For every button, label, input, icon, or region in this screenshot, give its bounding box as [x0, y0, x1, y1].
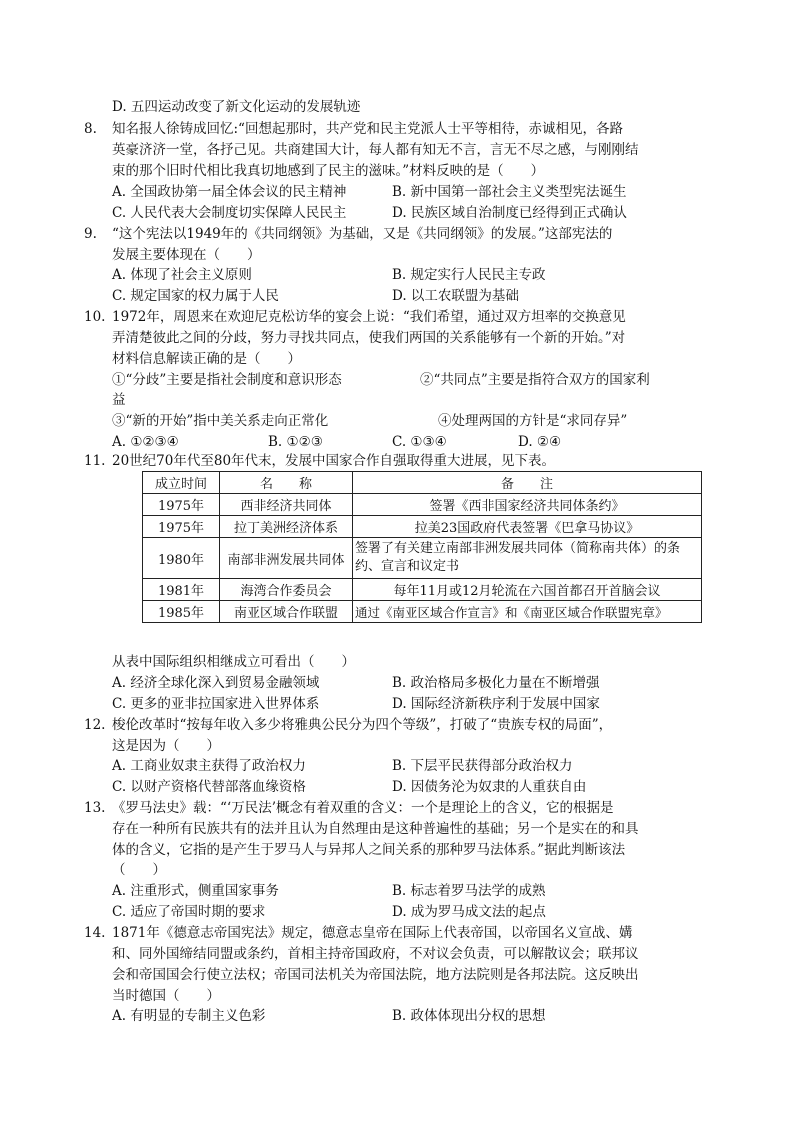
q13-line: 《罗马法史》载：“‘万民法’概念有着双重的含义：一个是理论上的含义，它的根据是	[112, 800, 614, 816]
table-row	[143, 601, 702, 623]
table-cell: 每年11月或12月轮流在六国首都召开首脑会议	[353, 579, 702, 601]
q13-line: （ ）	[112, 862, 166, 878]
q12-number: 12.	[84, 717, 106, 733]
q11-option-a: A. 经济全球化深入到贸易金融领域	[112, 675, 320, 691]
table-cell: 1980年	[143, 538, 220, 579]
q11-option-c: C. 更多的亚非拉国家进入世界体系	[112, 696, 320, 712]
table-cell: 拉丁美洲经济体系	[220, 516, 353, 538]
q9-option-d: D. 以工农联盟为基础	[392, 288, 519, 304]
q14-option-a: A. 有明显的专制主义色彩	[112, 1008, 266, 1024]
q8-line: 英豪济济一堂，各抒己见。共商建国大计，每人都有知无不言，言无不尽之感，与刚刚结	[112, 142, 639, 158]
q12-option-c: C. 以财产资格代替部落血缘资格	[112, 779, 306, 795]
q10-option-d: D. ②④	[518, 434, 562, 450]
table-cell: 1975年	[143, 516, 220, 538]
table-cell: 通过《南亚区域合作宣言》和《南亚区域合作联盟宪章》	[353, 601, 702, 623]
q11-question: 从表中国际组织相继成立可看出（ ）	[112, 654, 355, 670]
table-cell: 1985年	[143, 601, 220, 623]
q12-line: 梭伦改革时“按每年收入多少将雅典公民分为四个等级”，打破了“贵族专权的局面”，	[112, 717, 613, 733]
table-cell-wrap	[353, 538, 702, 579]
q8-option-c: C. 人民代表大会制度切实保障人民民主	[112, 205, 347, 221]
q14-number: 14.	[84, 925, 106, 941]
table-cell: 南亚区域合作联盟	[220, 601, 353, 623]
q12-option-a: A. 工商业奴隶主获得了政治权力	[112, 758, 306, 774]
q9-option-c: C. 规定国家的权力属于人民	[112, 288, 279, 304]
q8-line: 束的那个旧时代相比我真切地感到了民主的滋味。”材料反映的是（ ）	[112, 163, 545, 179]
table-cell: 签署《西非国家经济共同体条约》	[353, 494, 702, 516]
q8-option-a: A. 全国政协第一届全体会议的民主精神	[112, 184, 347, 200]
q7-option-d: D. 五四运动改变了新文化运动的发展轨迹	[112, 99, 361, 115]
q8-option-d: D. 民族区域自治制度已经得到正式确认	[392, 205, 627, 221]
q12-line: 这是因为（ ）	[112, 738, 220, 754]
table-row	[143, 538, 702, 579]
q11-option-b: B. 政治格局多极化力量在不断增强	[392, 675, 600, 691]
q9-line: “这个宪法以1949年的《共同纲领》为基础，又是《共同纲领》的发展。”这部宪法的	[112, 226, 613, 242]
table-cell: 西非经济共同体	[220, 494, 353, 516]
q13-number: 13.	[84, 800, 106, 816]
table-cell: 1975年	[143, 494, 220, 516]
q14-line: 和、同外国缔结同盟或条约，首相主持帝国政府，不对议会负责，可以解散议会；联邦议	[112, 946, 639, 962]
q13-line: 体的含义，它指的是产生于罗马人与异邦人之间关系的那种罗马法体系。”据此判断该法	[112, 842, 626, 858]
q11-number: 11.	[84, 453, 106, 469]
q14-line: 会和帝国国会行使立法权；帝国司法机关为帝国法院，地方法院则是各邦法院。这反映出	[112, 967, 639, 983]
column-header: 名 称	[220, 472, 353, 494]
q10-option-a: A. ①②③④	[112, 434, 179, 450]
q14-option-b: B. 政体体现出分权的思想	[392, 1008, 546, 1024]
q10-statement-4: ④处理两国的方针是“求同存异”	[438, 413, 628, 429]
table-cell: 1981年	[143, 579, 220, 601]
organization-table	[142, 471, 702, 623]
q10-statement-2-cont: 益	[112, 392, 126, 408]
q11-intro: 20世纪70年代至80年代末，发展中国家合作自强取得重大进展，见下表。	[112, 453, 556, 469]
q14-line: 当时德国（ ）	[112, 988, 220, 1004]
q10-number: 10.	[84, 309, 106, 325]
q8-option-b: B. 新中国第一部社会主义类型宪法诞生	[392, 184, 627, 200]
q8-line: 知名报人徐铸成回忆:“回想起那时，共产党和民主党派人士平等相待，赤诚相见，各路	[112, 121, 623, 137]
q9-option-b: B. 规定实行人民民主专政	[392, 267, 546, 283]
table-cell: 签署了有关建立南部非洲发展共同体（简称南共体）的条约、宣言和议定书	[355, 541, 681, 574]
table-row	[143, 516, 702, 538]
q10-option-c: C. ①③④	[392, 434, 447, 450]
q10-statement-2: ②“共同点”主要是指符合双方的国家利	[420, 372, 650, 388]
q13-option-b: B. 标志着罗马法学的成熟	[392, 883, 546, 899]
q13-option-c: C. 适应了帝国时期的要求	[112, 904, 266, 920]
q13-line: 存在一种所有民族共有的法并且认为自然理由是这种普遍性的基础；另一个是实在的和具	[112, 821, 639, 837]
q14-line: 1871年《德意志帝国宪法》规定，德意志皇帝在国际上代表帝国，以帝国名义宣战、媾	[112, 925, 633, 941]
q9-number: 9.	[84, 226, 97, 242]
table-row	[143, 494, 702, 516]
q9-line: 发展主要体现在（ ）	[112, 247, 261, 263]
q10-line: 弄清楚彼此之间的分歧，努力寻找共同点，使我们两国的关系能够有一个新的开始。”对	[112, 330, 626, 346]
table-cell: 拉美23国政府代表签署《巴拿马协议》	[353, 516, 702, 538]
q13-option-a: A. 注重形式，侧重国家事务	[112, 883, 279, 899]
column-header: 备 注	[353, 472, 702, 494]
q12-option-b: B. 下层平民获得部分政治权力	[392, 758, 573, 774]
q10-option-b: B. ①②③	[268, 434, 323, 450]
table-cell: 海湾合作委员会	[220, 579, 353, 601]
q10-statement-1: ①“分歧”主要是指社会制度和意识形态	[112, 372, 342, 388]
q8-number: 8.	[84, 121, 97, 137]
q12-option-d: D. 因债务沦为奴隶的人重获自由	[392, 779, 587, 795]
q11-option-d: D. 国际经济新秩序利于发展中国家	[392, 696, 600, 712]
q10-statement-3: ③“新的开始”指中美关系走向正常化	[112, 413, 329, 429]
q10-line: 材料信息解读正确的是（ ）	[112, 351, 301, 367]
q9-option-a: A. 体现了社会主义原则	[112, 267, 252, 283]
q10-line: 1972年，周恩来在欢迎尼克松访华的宴会上说：“我们希望，通过双方坦率的交换意见	[112, 309, 626, 325]
table-header-row	[143, 472, 702, 494]
column-header: 成立时间	[143, 472, 220, 494]
table-row	[143, 579, 702, 601]
table-cell: 南部非洲发展共同体	[220, 538, 353, 579]
q13-option-d: D. 成为罗马成文法的起点	[392, 904, 546, 920]
